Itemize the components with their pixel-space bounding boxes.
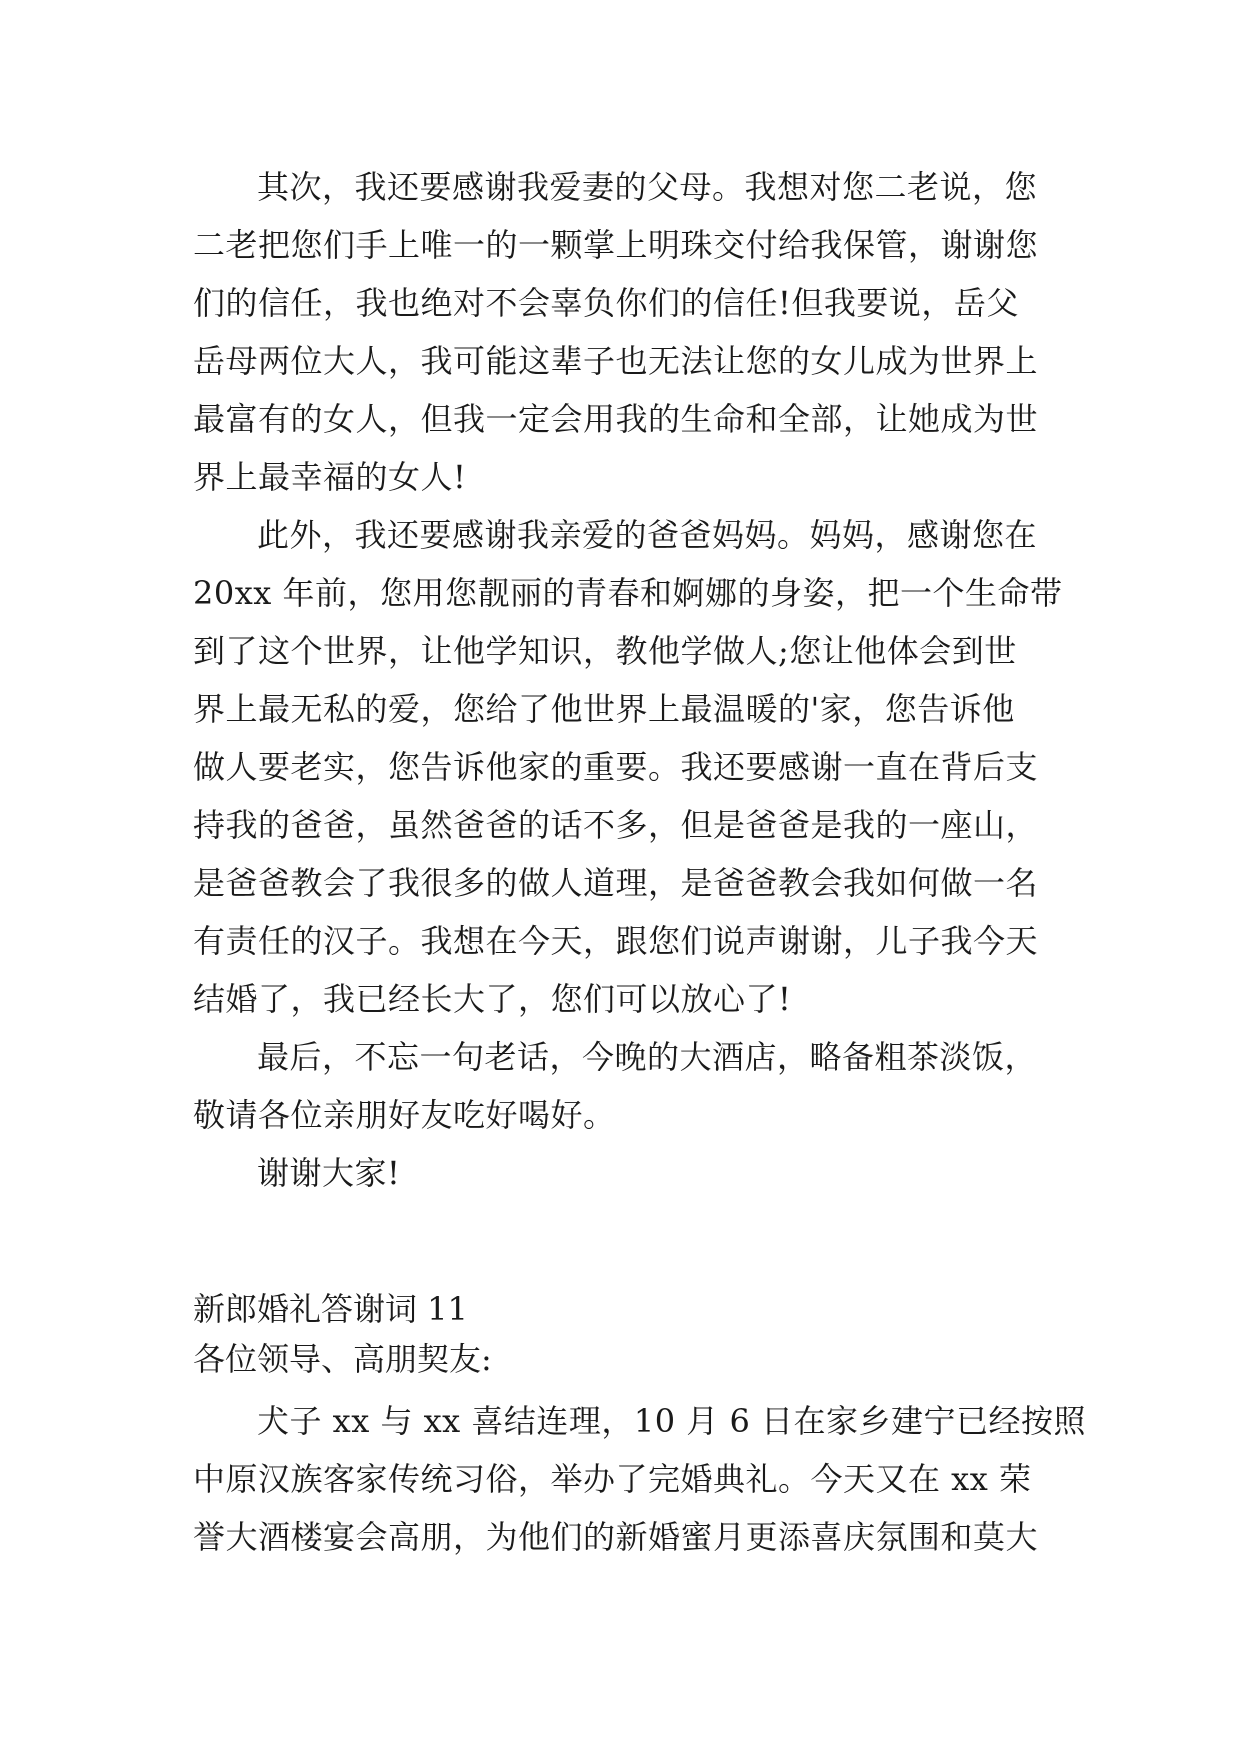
text-line: 界上最无私的爱，您给了他世界上最温暖的'家，您告诉他: [193, 690, 1015, 728]
text-line: 中原汉族客家传统习俗，举办了完婚典礼。今天又在 xx 荣: [193, 1460, 1032, 1498]
text-line: 有责任的汉子。我想在今天，跟您们说声谢谢，儿子我今天: [193, 922, 1039, 960]
text-line: 到了这个世界，让他学知识，教他学做人;您让他体会到世: [193, 632, 1017, 670]
text-line: 此外，我还要感谢我亲爱的爸爸妈妈。妈妈，感谢您在: [257, 516, 1038, 554]
text-line: 20xx 年前，您用您靓丽的青春和婀娜的身姿，把一个生命带: [193, 574, 1063, 612]
text-line: 誉大酒楼宴会高朋，为他们的新婚蜜月更添喜庆氛围和莫大: [193, 1518, 1039, 1556]
text-line: 们的信任，我也绝对不会辜负你们的信任!但我要说，岳父: [193, 284, 1019, 322]
paragraph-thanks-parents: [193, 506, 1063, 1028]
text-line: 敬请各位亲朋好友吃好喝好。: [193, 1096, 616, 1134]
text-line: 岳母两位大人，我可能这辈子也无法让您的女儿成为世界上: [193, 342, 1039, 380]
text-line: 谢谢大家!: [257, 1154, 401, 1192]
text-line: 界上最幸福的女人!: [193, 458, 467, 496]
text-line: 二老把您们手上唯一的一颗掌上明珠交付给我保管，谢谢您: [193, 226, 1039, 264]
text-line: 做人要老实，您告诉他家的重要。我还要感谢一直在背后支: [193, 748, 1039, 786]
text-line: 犬子 xx 与 xx 喜结连理，10 月 6 日在家乡建宁已经按照: [257, 1402, 1086, 1440]
text-line: 最后，不忘一句老话，今晚的大酒店，略备粗茶淡饭，: [257, 1038, 1038, 1076]
text-line: 最富有的女人，但我一定会用我的生命和全部，让她成为世: [193, 400, 1039, 438]
section-body: [193, 1392, 1086, 1566]
text-line: 是爸爸教会了我很多的做人道理，是爸爸教会我如何做一名: [193, 864, 1039, 902]
section-title: 新郎婚礼答谢词 11: [193, 1290, 468, 1328]
paragraph-closing: [193, 1028, 1053, 1144]
paragraph-thanks-in-laws: [193, 158, 1053, 506]
section-header: [193, 1284, 1053, 1384]
paragraph-thank-you: [193, 1144, 1053, 1202]
text-line: 其次，我还要感谢我爱妻的父母。我想对您二老说，您: [257, 168, 1038, 206]
salutation: 各位领导、高朋契友:: [193, 1340, 492, 1378]
text-line: 结婚了，我已经长大了，您们可以放心了!: [193, 980, 792, 1018]
text-line: 持我的爸爸，虽然爸爸的话不多，但是爸爸是我的一座山，: [193, 806, 1039, 844]
